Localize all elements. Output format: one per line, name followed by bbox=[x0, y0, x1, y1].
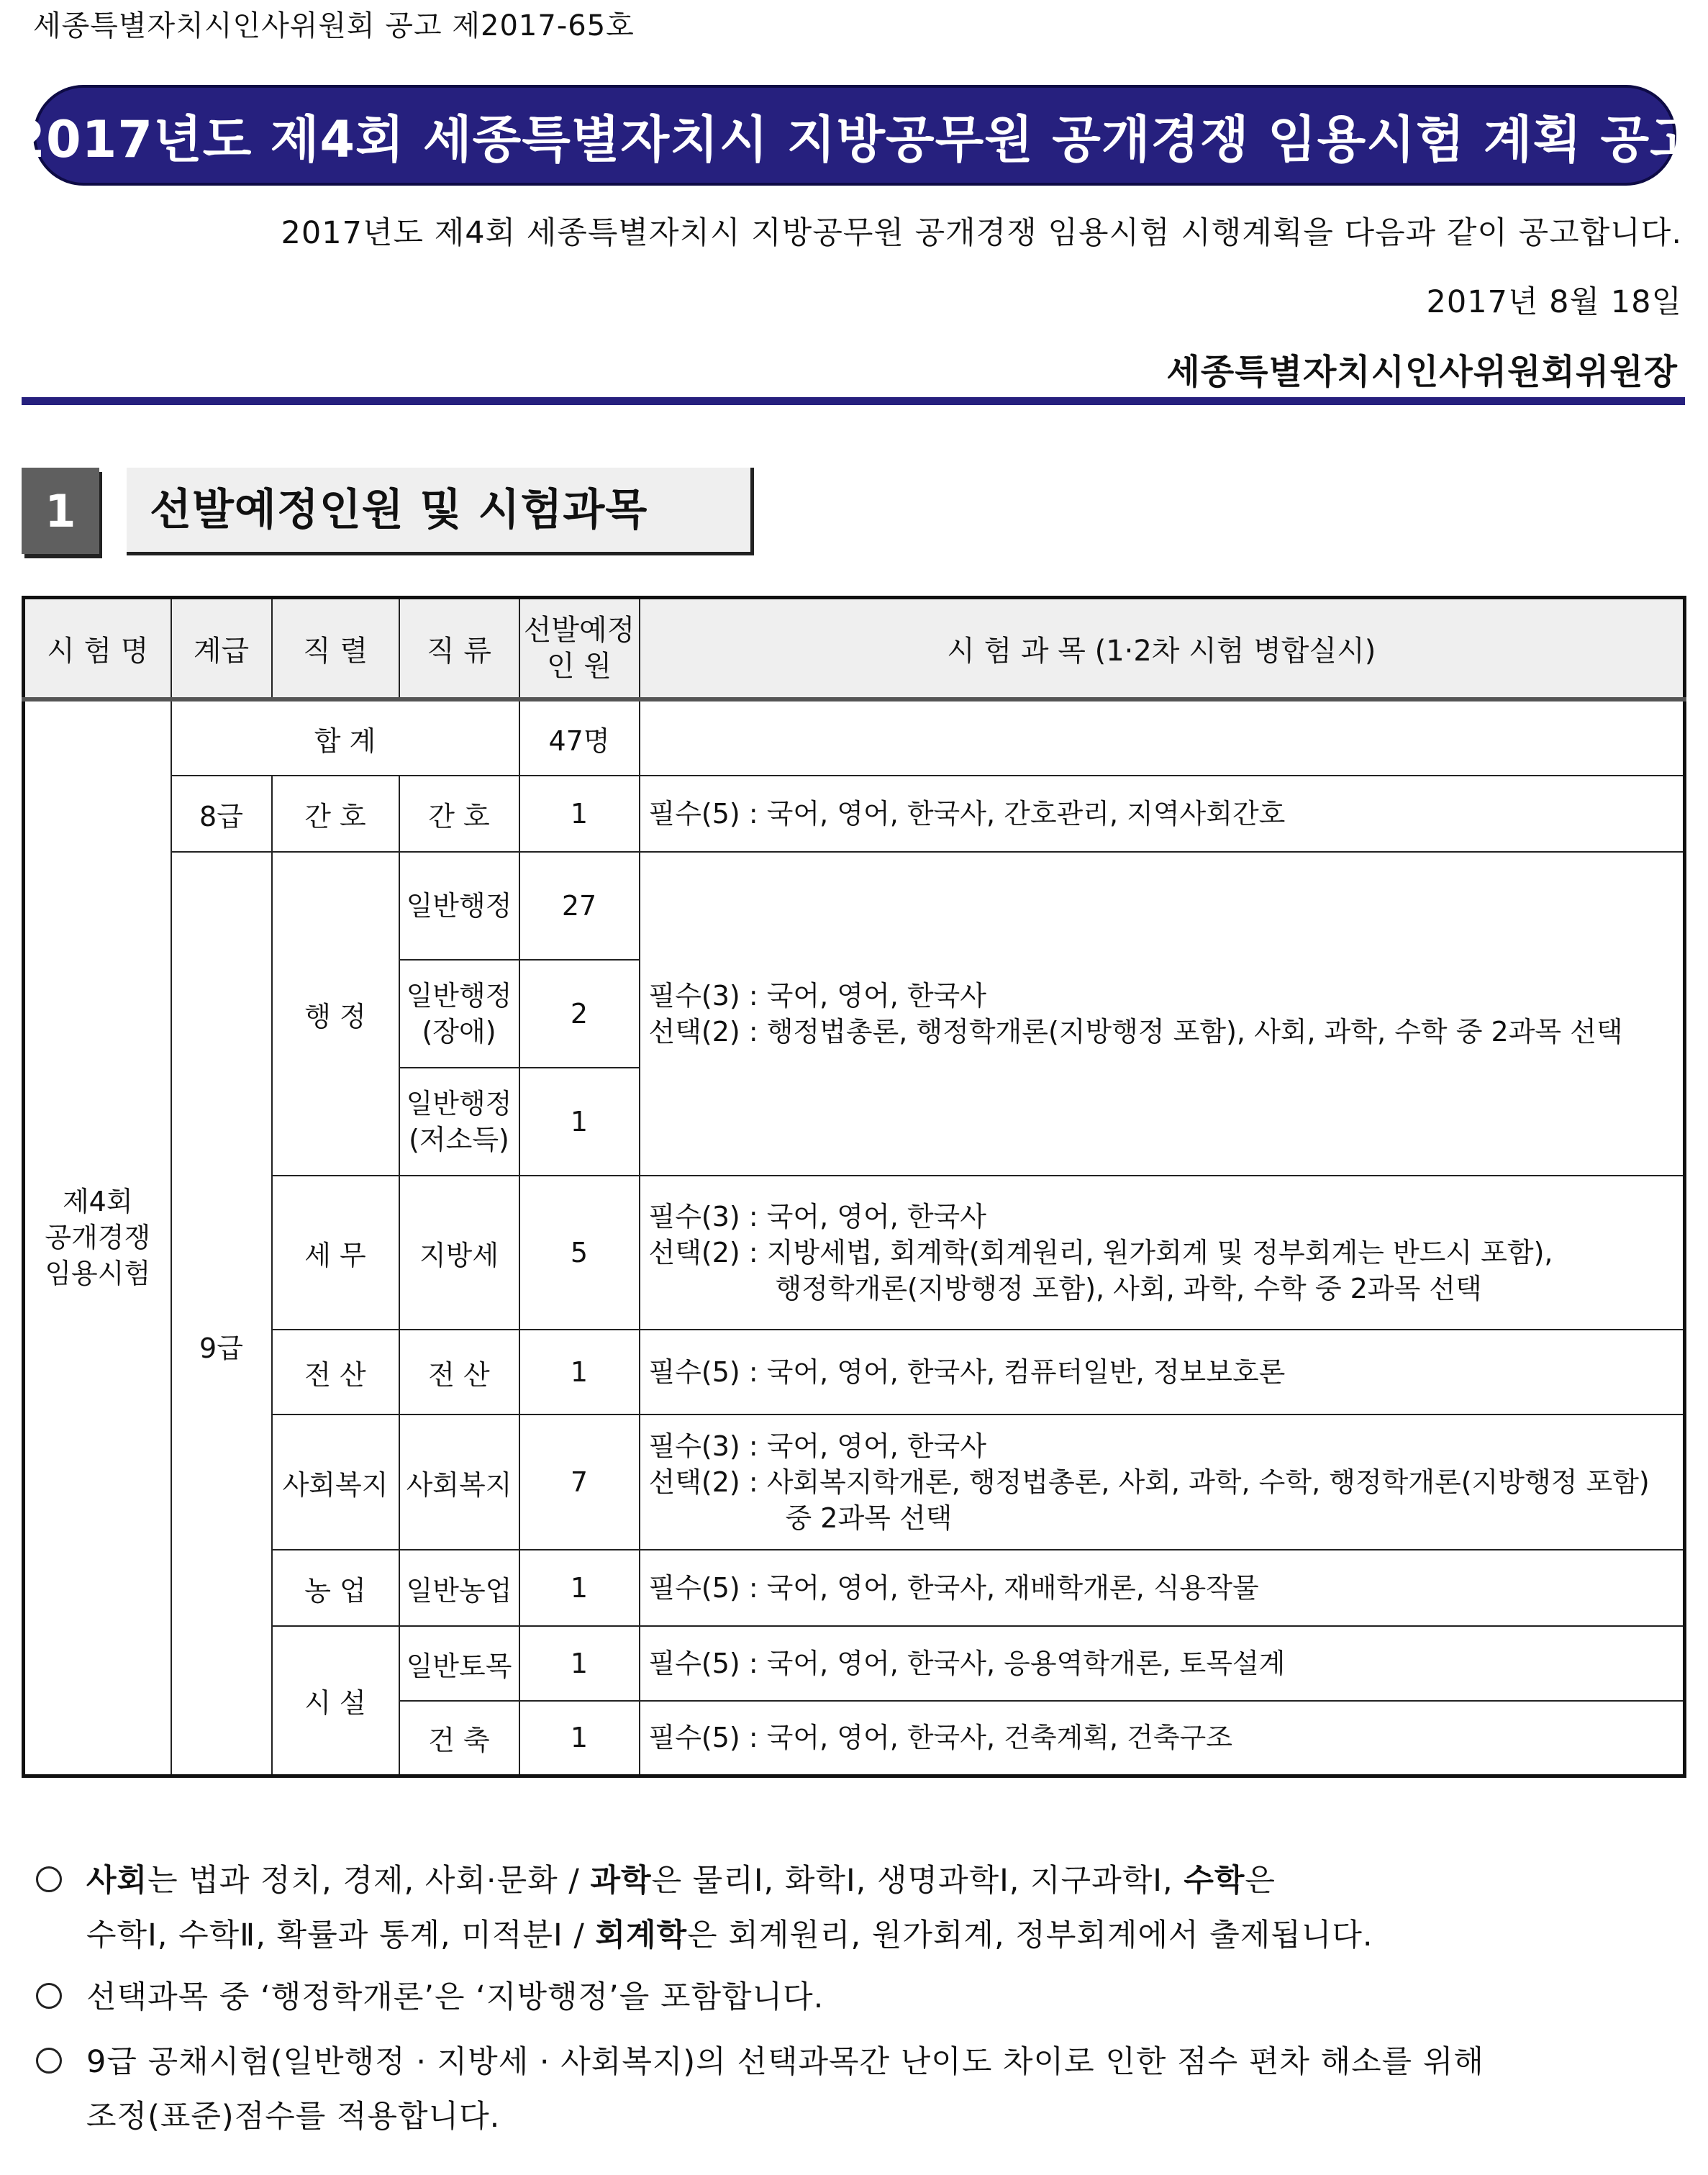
class-cell: 일반농업 bbox=[399, 1550, 519, 1626]
count-cell: 2 bbox=[519, 960, 640, 1068]
intro-text: 2017년도 제4회 세종특별자치시 지방공무원 공개경쟁 임용시험 시행계획을 다음과 같이 공고합니다. bbox=[281, 215, 1682, 251]
class-cell bbox=[399, 1068, 519, 1176]
count-cell: 1 bbox=[519, 1330, 640, 1415]
notice-number: 세종특별자치시인사위원회 공고 제2017-65호 bbox=[33, 9, 635, 42]
subject-line: 선택(2) : 지방세법, 회계학(회계원리, 원가회계 및 정부회계는 반드시 포함), bbox=[648, 1237, 1553, 1268]
series-cell: 간 호 bbox=[272, 776, 399, 852]
note-line: 조정(표준)점수를 적용합니다. bbox=[86, 2099, 501, 2135]
subject-line: 선택(2) : 행정법총론, 행정학개론(지방행정 포함), 사회, 과학, 수학 중 2과목 선택 bbox=[648, 1016, 1623, 1048]
bullet-circle-icon bbox=[36, 2048, 62, 2074]
subjects-cell: 필수(5) : 국어, 영어, 한국사, 컴퓨터일반, 정보보호론 bbox=[640, 1330, 1685, 1415]
subjects-cell: 필수(5) : 국어, 영어, 한국사, 응용역학개론, 토목설계 bbox=[640, 1626, 1685, 1701]
signer: 세종특별자치시인사위원회위원장 bbox=[1166, 352, 1678, 392]
table-header-row bbox=[24, 598, 1685, 700]
series-cell: 시 설 bbox=[272, 1626, 399, 1776]
exam-name-cell bbox=[24, 699, 171, 1776]
series-cell: 전 산 bbox=[272, 1330, 399, 1415]
class-cell: 일반토목 bbox=[399, 1626, 519, 1701]
note-score-adjustment bbox=[33, 2035, 1688, 2144]
series-cell: 사회복지 bbox=[272, 1415, 399, 1550]
class-cell bbox=[399, 852, 519, 960]
keyword-math: 수학 bbox=[1184, 1863, 1245, 1899]
series-cell: 농 업 bbox=[272, 1550, 399, 1626]
subject-line: 중 2과목 선택 bbox=[785, 1502, 953, 1534]
subjects-cell bbox=[640, 852, 1685, 1176]
table-row bbox=[24, 1330, 1685, 1415]
note-text: 은 물리Ⅰ, 화학Ⅰ, 생명과학Ⅰ, 지구과학Ⅰ, bbox=[651, 1863, 1184, 1899]
exam-name-line: 제4회 bbox=[62, 1186, 133, 1218]
class-line: 일반행정 bbox=[406, 980, 512, 1012]
series-cell: 행 정 bbox=[272, 852, 399, 1176]
note-text: 는 법과 정치, 경제, 사회·문화 / bbox=[147, 1863, 591, 1899]
count-cell: 1 bbox=[519, 1626, 640, 1701]
class-line: 일반행정 bbox=[406, 890, 512, 922]
count-cell: 1 bbox=[519, 1550, 640, 1626]
header-exam: 시 험 명 bbox=[24, 598, 171, 700]
subjects-cell: 필수(5) : 국어, 영어, 한국사, 간호관리, 지역사회간호 bbox=[640, 776, 1685, 852]
note-line: 9급 공채시험(일반행정 · 지방세 · 사회복지)의 선택과목간 난이도 차이로 인한 점수 편차 해소를 위해 bbox=[86, 2044, 1484, 2080]
subject-line: 필수(3) : 국어, 영어, 한국사 bbox=[648, 1430, 986, 1462]
grade-9-label: 9급 bbox=[199, 1332, 243, 1364]
note-text: 은 회계원리, 원가회계, 정부회계에서 출제됩니다. bbox=[687, 1917, 1373, 1953]
total-subjects-empty bbox=[640, 699, 1685, 776]
count-cell: 1 bbox=[519, 1068, 640, 1176]
subjects-cell bbox=[640, 1176, 1685, 1330]
header-divider bbox=[22, 397, 1685, 405]
count-cell: 7 bbox=[519, 1415, 640, 1550]
header-planned bbox=[519, 598, 640, 700]
note-line: 선택과목 중 ‘행정학개론’은 ‘지방행정’을 포함합니다. bbox=[86, 1979, 825, 2015]
count-cell: 1 bbox=[519, 1701, 640, 1776]
note-text: 수학Ⅰ, 수학Ⅱ, 확률과 통계, 미적분Ⅰ / bbox=[86, 1917, 596, 1953]
header-planned-line1: 선발예정 bbox=[523, 614, 635, 647]
section-title: 선발예정인원 및 시험과목 bbox=[127, 468, 754, 555]
keyword-accounting: 회계학 bbox=[595, 1917, 688, 1953]
header-class: 직 류 bbox=[399, 598, 519, 700]
table-row bbox=[24, 1415, 1685, 1550]
subject-line: 필수(3) : 국어, 영어, 한국사 bbox=[648, 1201, 986, 1232]
grade-cell: 8급 bbox=[171, 776, 272, 852]
count-cell: 5 bbox=[519, 1176, 640, 1330]
class-cell: 전 산 bbox=[399, 1330, 519, 1415]
grade-cell bbox=[171, 852, 272, 1776]
class-line: 일반행정 bbox=[406, 1088, 512, 1120]
header-planned-line2: 인 원 bbox=[547, 650, 612, 683]
table-row bbox=[24, 852, 1685, 960]
note-admin-subject bbox=[33, 1970, 1688, 2025]
keyword-science: 과학 bbox=[590, 1863, 652, 1899]
total-label: 합 계 bbox=[171, 699, 519, 776]
table-row bbox=[24, 776, 1685, 852]
keyword-social: 사회 bbox=[86, 1863, 148, 1899]
note-subject-scope bbox=[33, 1853, 1688, 1963]
exam-name-line: 공개경쟁 bbox=[45, 1222, 151, 1254]
header-grade: 계급 bbox=[171, 598, 272, 700]
title-banner bbox=[10, 85, 1699, 186]
table-row bbox=[24, 1626, 1685, 1701]
subjects-cell bbox=[640, 1415, 1685, 1550]
notice-date: 2017년 8월 18일 bbox=[1426, 284, 1682, 320]
exam-name-line: 임용시험 bbox=[45, 1258, 151, 1290]
note-text: 은 bbox=[1245, 1863, 1276, 1899]
subject-line: 필수(3) : 국어, 영어, 한국사 bbox=[648, 980, 986, 1012]
count-cell: 27 bbox=[519, 852, 640, 960]
count-cell: 1 bbox=[519, 776, 640, 852]
note-line bbox=[86, 1908, 1688, 1963]
total-count: 47명 bbox=[519, 699, 640, 776]
class-cell: 사회복지 bbox=[399, 1415, 519, 1550]
table-row bbox=[24, 699, 1685, 776]
notes bbox=[33, 1853, 1688, 2144]
bullet-circle-icon bbox=[36, 1866, 62, 1892]
class-line: (저소득) bbox=[409, 1124, 509, 1155]
bullet-circle-icon bbox=[36, 1983, 62, 2009]
header-subjects: 시 험 과 목 (1·2차 시험 병합실시) bbox=[640, 598, 1685, 700]
class-cell: 지방세 bbox=[399, 1176, 519, 1330]
class-line: (장애) bbox=[422, 1016, 496, 1048]
header-series: 직 렬 bbox=[272, 598, 399, 700]
subjects-cell: 필수(5) : 국어, 영어, 한국사, 건축계획, 건축구조 bbox=[640, 1701, 1685, 1776]
series-cell: 세 무 bbox=[272, 1176, 399, 1330]
subjects-cell: 필수(5) : 국어, 영어, 한국사, 재배학개론, 식용작물 bbox=[640, 1550, 1685, 1626]
table-row bbox=[24, 1176, 1685, 1330]
table-row bbox=[24, 1550, 1685, 1626]
class-cell: 간 호 bbox=[399, 776, 519, 852]
subject-line: 선택(2) : 사회복지학개론, 행정법총론, 사회, 과학, 수학, 행정학개론(지방행정 포함) bbox=[648, 1466, 1650, 1498]
subject-line: 행정학개론(지방행정 포함), 사회, 과학, 수학 중 2과목 선택 bbox=[775, 1273, 1482, 1304]
note-line bbox=[86, 1853, 1688, 1908]
class-cell bbox=[399, 960, 519, 1068]
document-title: 2017년도 제4회 세종특별자치시 지방공무원 공개경쟁 임용시험 계획 공고 bbox=[10, 109, 1699, 169]
section-number: 1 bbox=[22, 468, 99, 554]
class-cell: 건 축 bbox=[399, 1701, 519, 1776]
exam-table bbox=[22, 596, 1686, 1778]
